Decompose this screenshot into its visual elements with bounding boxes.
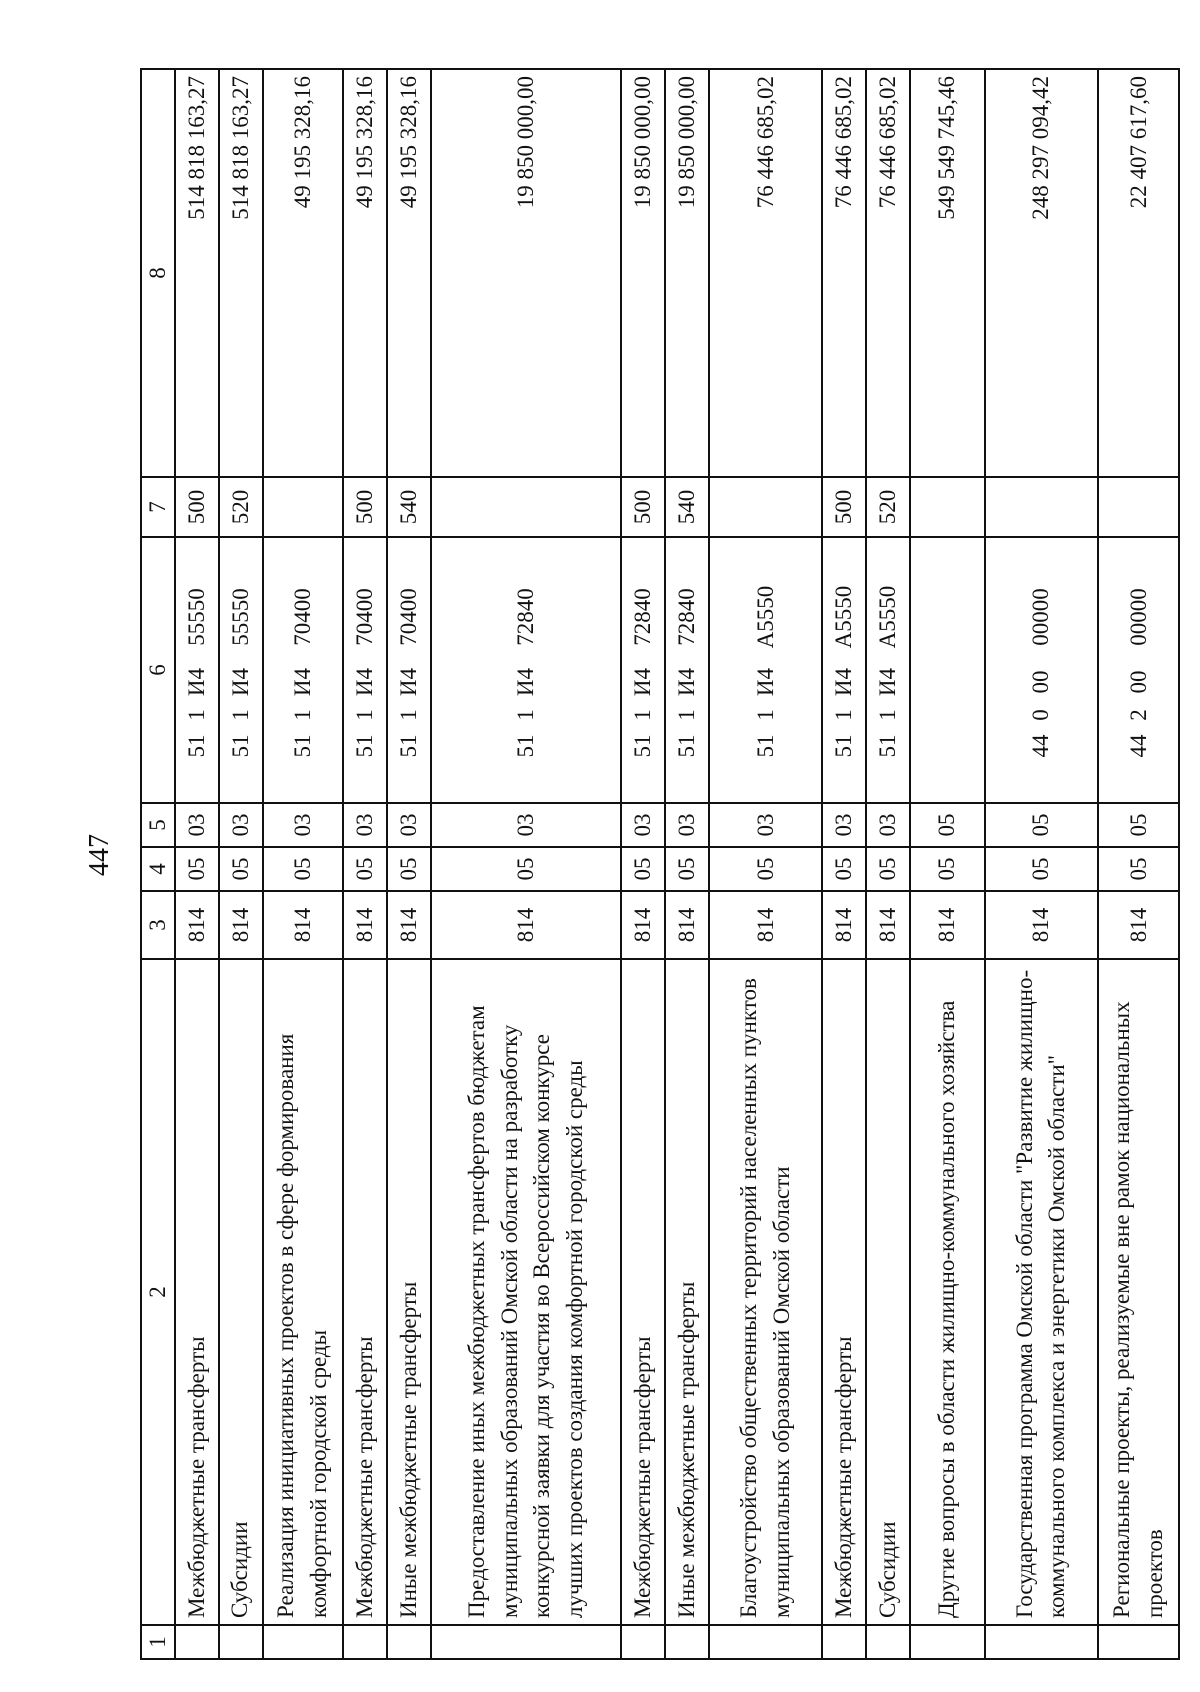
subsection-code-cell: 03 bbox=[263, 803, 344, 847]
section-code-cell: 05 bbox=[343, 847, 387, 891]
target-article-cell bbox=[822, 537, 866, 803]
row-number-cell bbox=[219, 1625, 263, 1659]
table-row bbox=[866, 69, 910, 1659]
subsection-code-cell: 03 bbox=[665, 803, 709, 847]
expense-type-cell: 500 bbox=[175, 477, 219, 537]
code-part: 51 bbox=[875, 734, 900, 758]
code-part: 70400 bbox=[290, 588, 315, 646]
code-part: 51 bbox=[831, 734, 857, 758]
section-code-cell: 05 bbox=[219, 847, 263, 891]
item-name-cell: Иные межбюджетные трансферты bbox=[665, 959, 709, 1625]
row-number-cell bbox=[263, 1625, 344, 1659]
ministry-code-cell: 814 bbox=[709, 891, 822, 959]
rotated-page bbox=[140, 70, 1180, 1660]
section-code-cell: 05 bbox=[910, 847, 985, 891]
code-part: И4 bbox=[831, 667, 857, 697]
row-number-cell bbox=[985, 1625, 1098, 1659]
target-article-code bbox=[290, 574, 316, 766]
code-part: 51 bbox=[352, 734, 378, 758]
code-part: И4 bbox=[183, 667, 209, 697]
code-part: 0 bbox=[1028, 709, 1054, 721]
expense-type-cell bbox=[910, 477, 985, 537]
code-part: 2 bbox=[1125, 709, 1151, 721]
item-name-cell: Предоставление иных межбюджетных трансфертов бюджетам муниципальных образований Омской области на разработку конкурсной заявки для участия во Всероссийском конкурсе лучших проектов создания комфортной городской среды bbox=[431, 959, 621, 1625]
code-part: 51 bbox=[674, 734, 700, 758]
table-row bbox=[621, 69, 665, 1659]
target-article-cell bbox=[219, 537, 263, 803]
item-name-cell: Межбюджетные трансферты bbox=[175, 959, 219, 1625]
subsection-code-cell: 05 bbox=[985, 803, 1098, 847]
expense-type-cell bbox=[709, 477, 822, 537]
expense-type-cell bbox=[1098, 477, 1179, 537]
code-part: И4 bbox=[674, 667, 700, 697]
ministry-code-cell: 814 bbox=[985, 891, 1098, 959]
target-article-code bbox=[228, 574, 254, 766]
section-code-cell: 05 bbox=[709, 847, 822, 891]
code-part: 51 bbox=[396, 734, 422, 758]
table-row bbox=[175, 69, 219, 1659]
subsection-code-cell: 05 bbox=[910, 803, 985, 847]
target-article-code bbox=[875, 574, 901, 766]
target-article-code bbox=[674, 574, 700, 766]
code-part: И4 bbox=[352, 667, 378, 697]
subsection-code-cell: 03 bbox=[343, 803, 387, 847]
code-part: 70400 bbox=[352, 588, 378, 646]
table-body bbox=[175, 69, 1179, 1659]
code-part: 1 bbox=[752, 709, 778, 721]
header-cell: 7 bbox=[141, 477, 175, 537]
expense-type-cell: 540 bbox=[665, 477, 709, 537]
table-row bbox=[431, 69, 621, 1659]
table-row bbox=[343, 69, 387, 1659]
code-part: А5550 bbox=[752, 585, 778, 649]
item-name-cell: Реализация инициативных проектов в сфере формирования комфортной городской среды bbox=[263, 959, 344, 1625]
section-code-cell: 05 bbox=[263, 847, 344, 891]
item-name-cell: Межбюджетные трансферты bbox=[343, 959, 387, 1625]
subsection-code-cell: 03 bbox=[431, 803, 621, 847]
code-part: 70400 bbox=[396, 588, 422, 646]
item-name-cell: Другие вопросы в области жилищно-коммунального хозяйства bbox=[910, 959, 985, 1625]
code-part: 51 bbox=[513, 734, 539, 758]
code-part: 44 bbox=[1125, 734, 1151, 758]
code-part: 00 bbox=[1028, 670, 1054, 694]
section-code-cell: 05 bbox=[665, 847, 709, 891]
code-part: 51 bbox=[183, 734, 209, 758]
row-number-cell bbox=[431, 1625, 621, 1659]
code-part: А5550 bbox=[831, 585, 857, 649]
code-part: 00000 bbox=[1028, 588, 1054, 646]
ministry-code-cell: 814 bbox=[822, 891, 866, 959]
target-article-code bbox=[831, 574, 857, 766]
subsection-code-cell: 03 bbox=[866, 803, 910, 847]
item-name-cell: Субсидии bbox=[866, 959, 910, 1625]
code-part: 51 bbox=[752, 734, 778, 758]
header-row bbox=[141, 69, 175, 1659]
amount-cell: 549 549 745,46 bbox=[910, 69, 985, 477]
amount-cell: 49 195 328,16 bbox=[387, 69, 431, 477]
item-name-cell: Региональные проекты, реализуемые вне рамок национальных проектов bbox=[1098, 959, 1179, 1625]
target-article-cell bbox=[343, 537, 387, 803]
code-part: И4 bbox=[513, 667, 539, 697]
ministry-code-cell: 814 bbox=[343, 891, 387, 959]
header-cell: 1 bbox=[141, 1625, 175, 1659]
code-part: А5550 bbox=[875, 585, 900, 649]
code-part: 51 bbox=[227, 734, 253, 758]
header-cell: 4 bbox=[141, 847, 175, 891]
target-article-cell bbox=[263, 537, 344, 803]
amount-cell: 76 446 685,02 bbox=[822, 69, 866, 477]
code-part: 51 bbox=[630, 734, 656, 758]
target-article-code bbox=[396, 574, 422, 766]
expense-type-cell: 520 bbox=[866, 477, 910, 537]
code-part: 1 bbox=[227, 709, 253, 721]
code-part: 72840 bbox=[513, 588, 539, 646]
table-row bbox=[1098, 69, 1179, 1659]
target-article-cell bbox=[621, 537, 665, 803]
amount-cell: 19 850 000,00 bbox=[665, 69, 709, 477]
expense-type-cell: 520 bbox=[219, 477, 263, 537]
expense-type-cell: 540 bbox=[387, 477, 431, 537]
subsection-code-cell: 03 bbox=[822, 803, 866, 847]
item-name-cell: Межбюджетные трансферты bbox=[621, 959, 665, 1625]
code-part: 1 bbox=[352, 709, 378, 721]
table-row bbox=[263, 69, 344, 1659]
target-article-cell bbox=[866, 537, 910, 803]
subsection-code-cell: 03 bbox=[621, 803, 665, 847]
section-code-cell: 05 bbox=[387, 847, 431, 891]
expense-type-cell bbox=[263, 477, 344, 537]
subsection-code-cell: 03 bbox=[175, 803, 219, 847]
section-code-cell: 05 bbox=[866, 847, 910, 891]
code-part: 1 bbox=[630, 709, 656, 721]
budget-table bbox=[140, 68, 1180, 1660]
target-article-code bbox=[352, 574, 378, 766]
code-part: 1 bbox=[831, 709, 857, 721]
code-part: И4 bbox=[396, 667, 422, 697]
header-cell: 6 bbox=[141, 537, 175, 803]
expense-type-cell: 500 bbox=[343, 477, 387, 537]
code-part: 1 bbox=[290, 709, 315, 721]
ministry-code-cell: 814 bbox=[387, 891, 431, 959]
code-part: И4 bbox=[630, 667, 656, 697]
item-name-cell: Иные межбюджетные трансферты bbox=[387, 959, 431, 1625]
table-row bbox=[910, 69, 985, 1659]
code-part: 1 bbox=[674, 709, 700, 721]
amount-cell: 19 850 000,00 bbox=[431, 69, 621, 477]
section-code-cell: 05 bbox=[431, 847, 621, 891]
header-cell: 2 bbox=[141, 959, 175, 1625]
section-code-cell: 05 bbox=[822, 847, 866, 891]
item-name-cell: Благоустройство общественных территорий населенных пунктов муниципальных образований Омской области bbox=[709, 959, 822, 1625]
code-part: 72840 bbox=[630, 588, 656, 646]
amount-cell: 49 195 328,16 bbox=[343, 69, 387, 477]
row-number-cell bbox=[665, 1625, 709, 1659]
header-cell: 8 bbox=[141, 69, 175, 477]
target-article-cell bbox=[1098, 537, 1179, 803]
target-article-code bbox=[934, 574, 960, 766]
expense-type-cell bbox=[431, 477, 621, 537]
section-code-cell: 05 bbox=[621, 847, 665, 891]
row-number-cell bbox=[175, 1625, 219, 1659]
code-part: 72840 bbox=[674, 588, 700, 646]
ministry-code-cell: 814 bbox=[621, 891, 665, 959]
ministry-code-cell: 814 bbox=[175, 891, 219, 959]
code-part: 55550 bbox=[183, 588, 209, 646]
row-number-cell bbox=[621, 1625, 665, 1659]
ministry-code-cell: 814 bbox=[219, 891, 263, 959]
page-number: 447 bbox=[84, 834, 115, 876]
code-part: 44 bbox=[1028, 734, 1054, 758]
code-part: И4 bbox=[752, 667, 778, 697]
target-article-code bbox=[1028, 574, 1054, 766]
subsection-code-cell: 03 bbox=[219, 803, 263, 847]
target-article-cell bbox=[431, 537, 621, 803]
code-part: 00 bbox=[1125, 670, 1151, 694]
amount-cell: 19 850 000,00 bbox=[621, 69, 665, 477]
expense-type-cell: 500 bbox=[822, 477, 866, 537]
subsection-code-cell: 03 bbox=[709, 803, 822, 847]
target-article-cell bbox=[910, 537, 985, 803]
code-part: 1 bbox=[183, 709, 209, 721]
code-part: 51 bbox=[290, 734, 315, 758]
expense-type-cell: 500 bbox=[621, 477, 665, 537]
amount-cell: 76 446 685,02 bbox=[709, 69, 822, 477]
table-row bbox=[665, 69, 709, 1659]
target-article-cell bbox=[387, 537, 431, 803]
target-article-code bbox=[630, 574, 656, 766]
row-number-cell bbox=[1098, 1625, 1179, 1659]
table-row bbox=[219, 69, 263, 1659]
code-part: И4 bbox=[290, 667, 315, 697]
amount-cell: 514 818 163,27 bbox=[219, 69, 263, 477]
table-row bbox=[985, 69, 1098, 1659]
section-code-cell: 05 bbox=[1098, 847, 1179, 891]
header-cell: 3 bbox=[141, 891, 175, 959]
subsection-code-cell: 03 bbox=[387, 803, 431, 847]
target-article-cell bbox=[709, 537, 822, 803]
amount-cell: 76 446 685,02 bbox=[866, 69, 910, 477]
target-article-code bbox=[753, 574, 779, 766]
code-part: 55550 bbox=[227, 588, 253, 646]
ministry-code-cell: 814 bbox=[665, 891, 709, 959]
ministry-code-cell: 814 bbox=[910, 891, 985, 959]
ministry-code-cell: 814 bbox=[866, 891, 910, 959]
section-code-cell: 05 bbox=[985, 847, 1098, 891]
row-number-cell bbox=[387, 1625, 431, 1659]
target-article-cell bbox=[665, 537, 709, 803]
code-part: И4 bbox=[875, 667, 900, 697]
subsection-code-cell: 05 bbox=[1098, 803, 1179, 847]
amount-cell: 49 195 328,16 bbox=[263, 69, 344, 477]
table-row bbox=[387, 69, 431, 1659]
code-part: 1 bbox=[875, 709, 900, 721]
code-part: 00000 bbox=[1125, 588, 1151, 646]
item-name-cell: Государственная программа Омской области "Развитие жилищно-коммунального комплекса и энергетики Омской области" bbox=[985, 959, 1098, 1625]
table-row bbox=[709, 69, 822, 1659]
ministry-code-cell: 814 bbox=[1098, 891, 1179, 959]
ministry-code-cell: 814 bbox=[431, 891, 621, 959]
item-name-cell: Межбюджетные трансферты bbox=[822, 959, 866, 1625]
code-part: 1 bbox=[513, 709, 539, 721]
target-article-code bbox=[184, 574, 210, 766]
table-row bbox=[822, 69, 866, 1659]
target-article-cell bbox=[175, 537, 219, 803]
amount-cell: 22 407 617,60 bbox=[1098, 69, 1179, 477]
amount-cell: 514 818 163,27 bbox=[175, 69, 219, 477]
row-number-cell bbox=[866, 1625, 910, 1659]
target-article-code bbox=[513, 574, 539, 766]
ministry-code-cell: 814 bbox=[263, 891, 344, 959]
expense-type-cell bbox=[985, 477, 1098, 537]
row-number-cell bbox=[822, 1625, 866, 1659]
code-part: И4 bbox=[227, 667, 253, 697]
header-cell: 5 bbox=[141, 803, 175, 847]
section-code-cell: 05 bbox=[175, 847, 219, 891]
item-name-cell: Субсидии bbox=[219, 959, 263, 1625]
row-number-cell bbox=[709, 1625, 822, 1659]
row-number-cell bbox=[343, 1625, 387, 1659]
amount-cell: 248 297 094,42 bbox=[985, 69, 1098, 477]
target-article-cell bbox=[985, 537, 1098, 803]
row-number-cell bbox=[910, 1625, 985, 1659]
code-part: 1 bbox=[396, 709, 422, 721]
target-article-code bbox=[1126, 574, 1152, 766]
